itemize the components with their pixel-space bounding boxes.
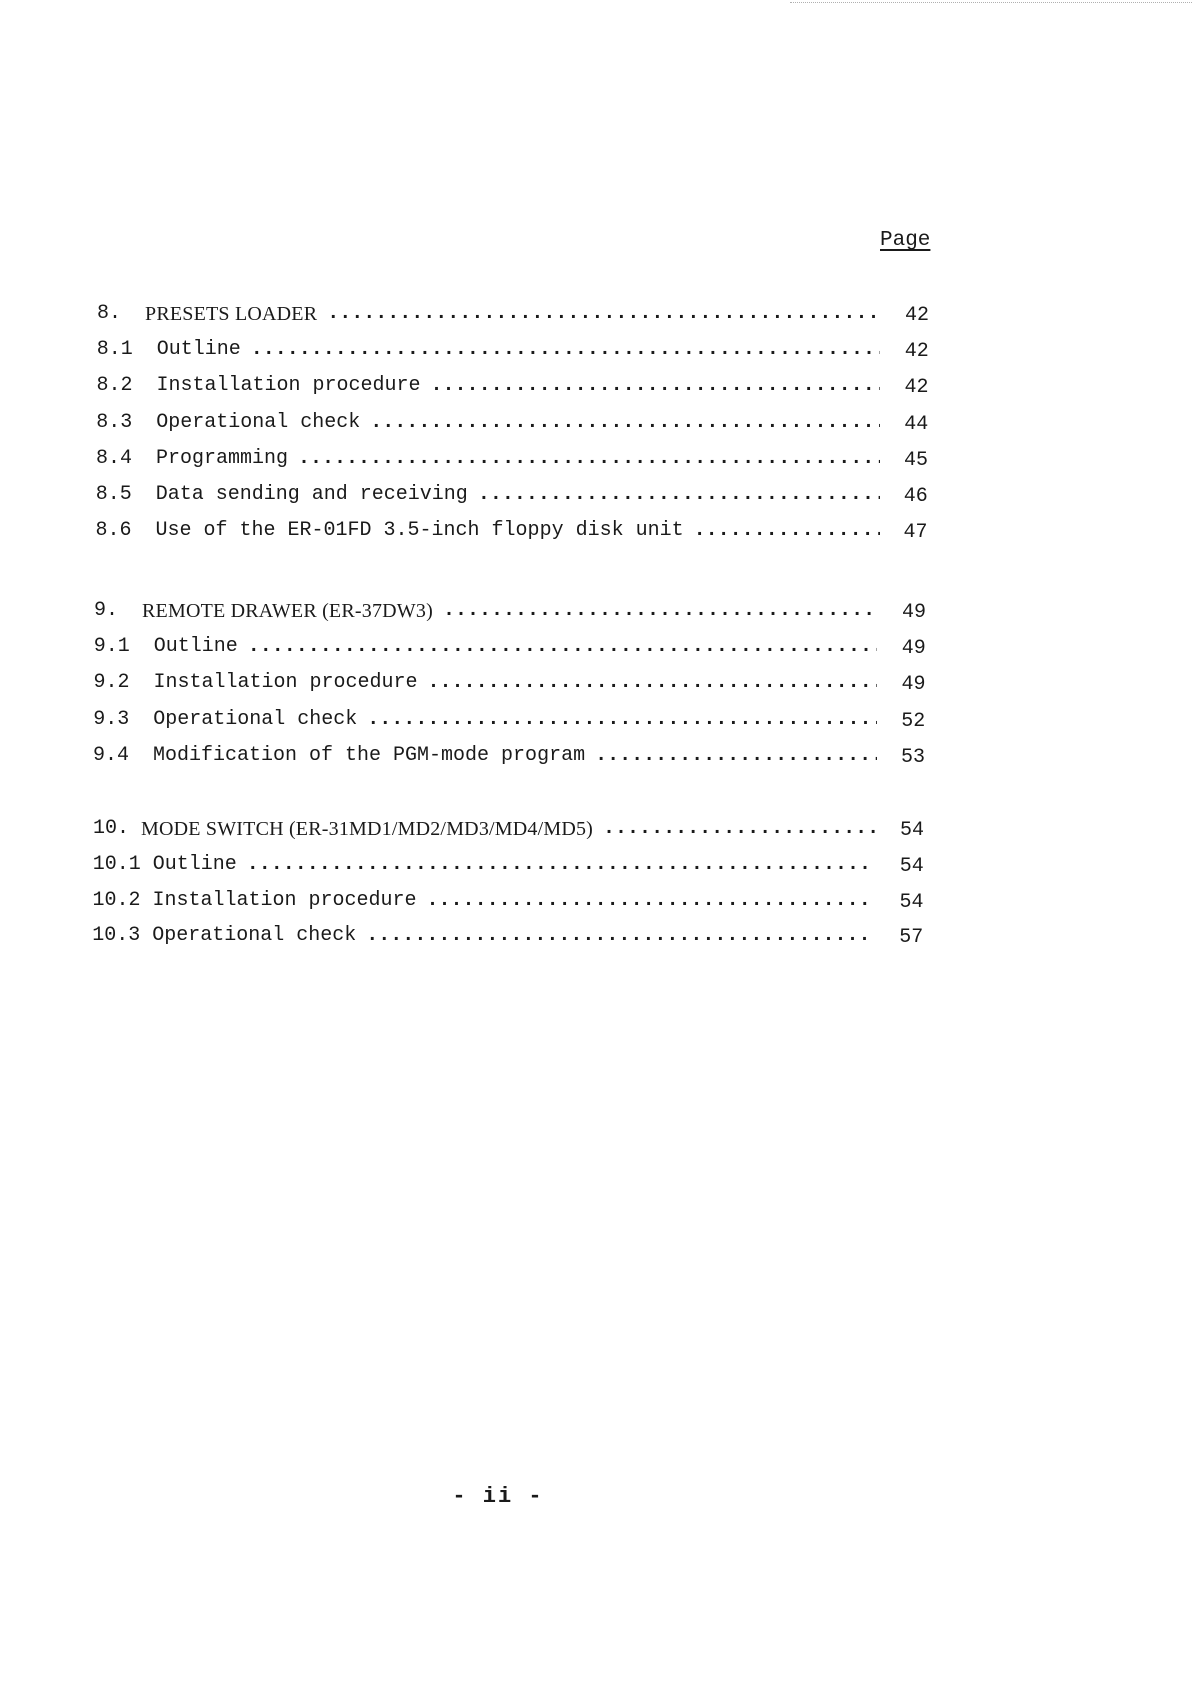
toc-entry-page-number: 46 <box>903 485 928 508</box>
dot-leader <box>366 926 875 946</box>
dot-leader <box>478 485 880 505</box>
toc-entry-title: Outline <box>153 635 238 658</box>
toc-entry-number: 8. <box>97 302 122 324</box>
dot-leader <box>427 891 875 911</box>
toc-entry-page-number: 42 <box>904 376 929 400</box>
toc-entry-number: 10.3 <box>92 924 141 947</box>
toc-entry-number: 8.1 <box>96 338 133 361</box>
toc-chapter-entry <box>94 593 877 621</box>
toc-entry <box>93 847 875 875</box>
toc-entry-title: Installation procedure <box>152 888 417 911</box>
toc-entry-number: 9.3 <box>93 707 130 730</box>
toc-entry-title: Use of the ER-01FD 3.5-inch floppy disk unit <box>155 519 684 542</box>
dot-leader <box>248 637 877 657</box>
toc-entry <box>94 665 878 693</box>
toc-entry-page-number: 52 <box>901 709 926 733</box>
toc-entry-title: REMOTE DRAWER (ER-37DW3) <box>142 600 433 621</box>
toc-entry-title: Programming <box>156 446 289 469</box>
toc-entry-title: Operational check <box>152 924 357 947</box>
toc-entry-number: 9. <box>94 599 119 621</box>
toc-entry-page-number: 57 <box>899 926 924 950</box>
toc-entry-page-number: 47 <box>903 521 928 545</box>
toc-entry-page-number: 53 <box>901 745 926 769</box>
dot-leader <box>694 521 880 541</box>
dot-leader <box>595 746 877 766</box>
toc-entry-number: 9.4 <box>93 743 130 766</box>
toc-entry-number: 8.3 <box>96 410 133 433</box>
toc-entry-number: 9.2 <box>93 671 130 694</box>
toc-entry-page-number: 42 <box>905 304 930 327</box>
toc-entry-title: Modification of the PGM-mode program <box>153 743 586 766</box>
toc-entry <box>94 629 877 657</box>
toc-entry <box>93 883 876 911</box>
toc-entry-number: 8.6 <box>95 519 132 542</box>
toc-entry-title: Operational check <box>156 410 361 433</box>
toc-entry <box>96 441 880 469</box>
toc-entry-page-number: 54 <box>899 854 924 878</box>
dot-leader <box>370 413 880 433</box>
toc-entry <box>96 405 880 433</box>
dot-leader <box>603 819 875 839</box>
toc-entry-number: 9.1 <box>93 635 130 658</box>
toc-entry-number: 10.2 <box>92 888 141 911</box>
toc-entry-page-number: 45 <box>904 448 929 472</box>
toc-entry <box>97 368 881 396</box>
toc-entry-title: Outline <box>156 338 241 361</box>
toc-entry <box>93 738 877 766</box>
toc-entry-title: Data sending and receiving <box>155 483 468 505</box>
toc-entry-title: PRESETS LOADER <box>145 303 318 324</box>
dot-leader <box>428 673 877 693</box>
dot-leader <box>431 376 880 396</box>
toc-entry <box>96 513 881 541</box>
toc-entry-page-number: 44 <box>904 412 929 436</box>
toc-entry <box>93 702 877 730</box>
toc-entry-title: Installation procedure <box>156 374 421 397</box>
toc-entry-title: Operational check <box>153 707 358 730</box>
toc-entry <box>92 918 875 946</box>
toc-entry-number: 10.1 <box>92 852 141 875</box>
page-column-header: Page <box>880 229 931 252</box>
page-number-footer: - ii - <box>452 1484 544 1509</box>
dot-leader <box>247 855 875 875</box>
toc-entry-page-number: 49 <box>901 637 926 661</box>
toc-entry <box>96 477 880 505</box>
dot-leader <box>367 710 877 730</box>
toc-entry-title: Outline <box>152 852 237 875</box>
dot-leader <box>327 304 880 324</box>
toc-entry-number: 8.5 <box>95 483 132 505</box>
toc-entry-number: 10. <box>93 817 130 839</box>
dot-leader <box>443 601 877 621</box>
toc-entry-page-number: 54 <box>899 890 924 914</box>
toc-entry-page-number: 49 <box>902 601 927 624</box>
toc-entry <box>97 332 880 360</box>
toc-chapter-entry <box>97 296 880 324</box>
toc-entry-title: MODE SWITCH (ER-31MD1/MD2/MD3/MD4/MD5) <box>141 818 594 839</box>
toc-entry-page-number: 54 <box>900 819 925 842</box>
toc-entry-title: Installation procedure <box>153 671 418 694</box>
toc-chapter-entry <box>93 811 875 839</box>
toc-entry-page-number: 42 <box>904 340 929 364</box>
dot-leader <box>298 449 880 469</box>
toc-entry-number: 8.2 <box>96 374 133 397</box>
dot-leader <box>251 340 880 360</box>
toc-entry-page-number: 49 <box>901 673 926 697</box>
toc-entry-number: 8.4 <box>96 446 133 469</box>
